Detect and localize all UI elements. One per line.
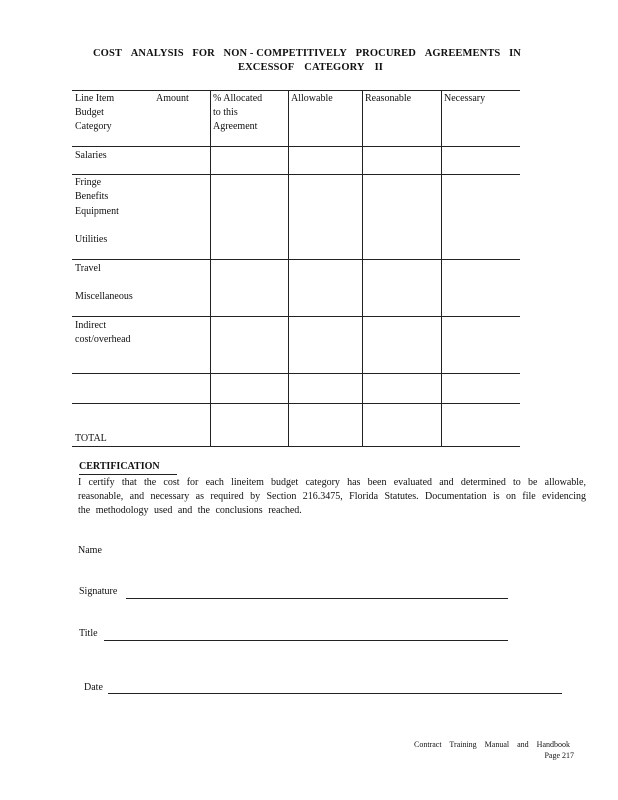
date-line[interactable] <box>108 693 562 694</box>
title-word: AGREEMENTS <box>424 48 501 59</box>
title-word: FOR <box>192 48 215 59</box>
table-column-rule <box>210 91 211 446</box>
header-reasonable: Reasonable <box>365 93 412 104</box>
title-word: ANALYSIS <box>130 48 184 59</box>
date-label: Date <box>84 682 103 693</box>
table-rule <box>72 446 520 447</box>
header-percent-allocated: % Allocated to this Agreement <box>213 93 263 132</box>
table-rule <box>72 316 520 317</box>
row-label-total: TOTAL <box>75 433 107 444</box>
title-label: Title <box>79 628 98 639</box>
row-label-miscellaneous: Miscellaneous <box>75 291 133 302</box>
title-word: NON - COMPETITIVELY <box>223 48 347 59</box>
footer-manual-title: Contract Training Manual and Handbook <box>414 740 570 749</box>
page-number: Page 217 <box>544 751 574 760</box>
title-line[interactable] <box>104 640 508 641</box>
row-label-fringe-benefits: Fringe Benefits <box>75 177 109 202</box>
table-rule <box>72 174 520 175</box>
signature-label: Signature <box>79 586 118 597</box>
table-column-rule <box>362 91 363 446</box>
name-label: Name <box>78 545 102 556</box>
title-word: PROCURED <box>355 48 416 59</box>
row-label-travel: Travel <box>75 263 101 274</box>
row-label-salaries: Salaries <box>75 150 107 161</box>
row-label-indirect: Indirect cost/overhead <box>75 320 131 345</box>
header-allowable: Allowable <box>291 93 333 104</box>
title-word: IN <box>509 48 521 59</box>
certification-heading: CERTIFICATION <box>79 461 160 472</box>
certification-text: I certify that the cost for each lineitem budget category has been evaluated and determined to be allowable, reasonable, and necessary as required by Section 216.3475, Florida Statutes. Documentation is on file evidencing the methodology used and the conclusions reached. <box>78 477 586 516</box>
signature-line[interactable] <box>126 598 508 599</box>
table-rule <box>72 373 520 374</box>
page-title-line-1 <box>93 48 521 59</box>
row-label-equipment: Equipment <box>75 206 119 217</box>
row-label-utilities: Utilities <box>75 234 108 245</box>
header-amount: Amount <box>156 93 189 104</box>
certification-heading-underline <box>79 474 177 475</box>
table-column-rule <box>441 91 442 446</box>
table-column-rule <box>288 91 289 446</box>
header-line-item: Line Item Budget Category <box>75 93 115 132</box>
title-word: II <box>374 62 383 73</box>
table-rule <box>72 259 520 260</box>
page-title-line-2 <box>238 62 383 73</box>
table-rule <box>72 146 520 147</box>
title-word: EXCESSOF <box>238 62 295 73</box>
header-necessary: Necessary <box>444 93 486 104</box>
table-rule <box>72 403 520 404</box>
title-word: CATEGORY <box>304 62 365 73</box>
table-rule <box>72 90 520 91</box>
title-word: COST <box>93 48 122 59</box>
